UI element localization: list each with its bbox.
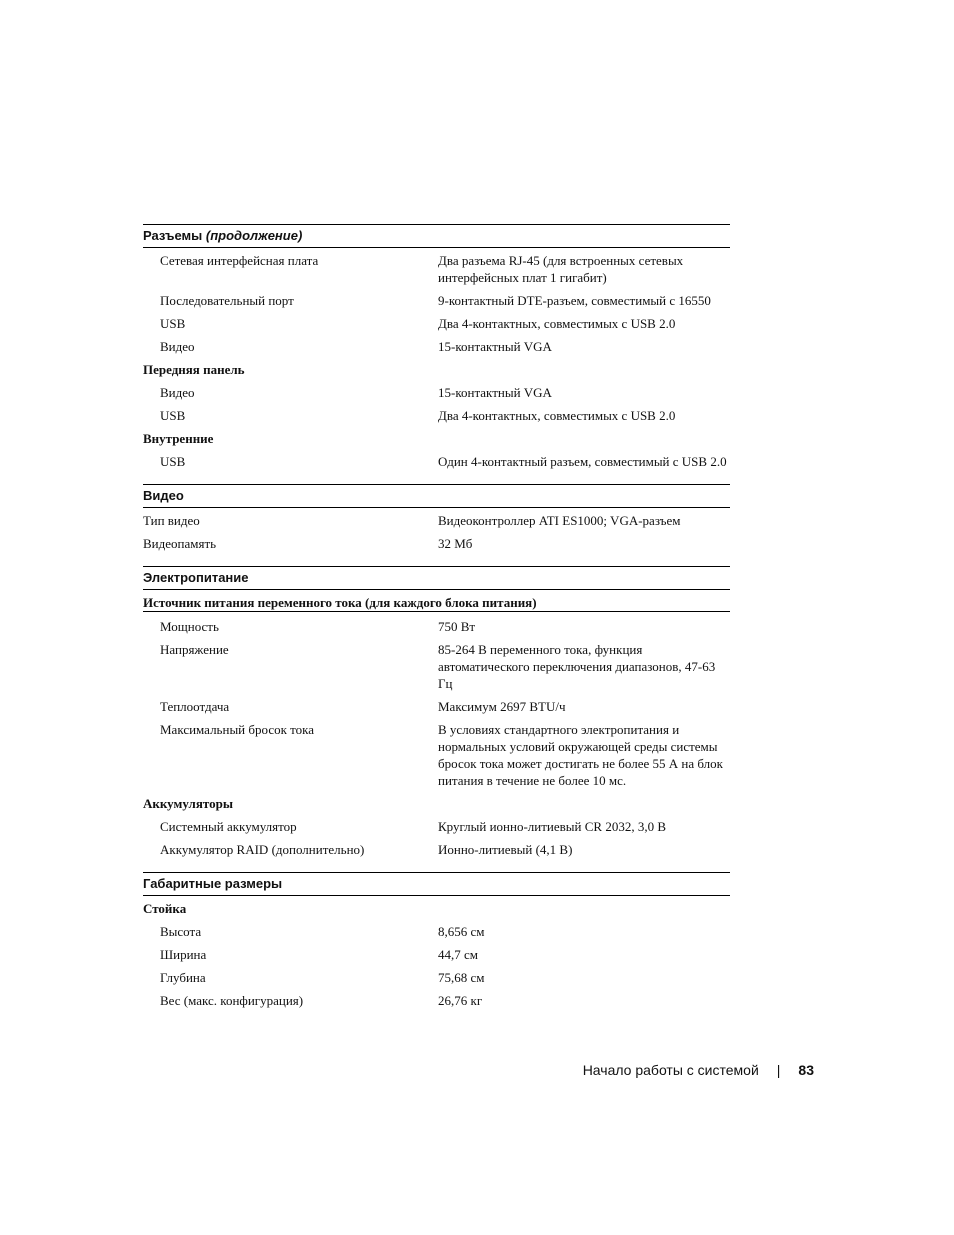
spec-value: Видеоконтроллер ATI ES1000; VGA-разъем: [438, 513, 681, 528]
section-header-dimensions: Габаритные размеры: [143, 872, 730, 896]
spec-row: [143, 252, 730, 286]
page-number: 83: [798, 1062, 814, 1078]
spec-value: Два 4-контактных, совместимых с USB 2.0: [438, 316, 676, 331]
spec-row: [143, 384, 730, 401]
spec-value: 32 Мб: [438, 536, 473, 551]
spec-label: USB: [160, 316, 186, 331]
spec-value: Два разъема RJ-45 (для встроенных сетевых интерфейсных плат 1 гигабит): [438, 253, 684, 285]
spec-row: [143, 818, 730, 835]
spec-value: Один 4-контактный разъем, совместимый с USB 2.0: [438, 454, 727, 469]
spec-label: Видео: [160, 385, 195, 400]
footer-separator: |: [776, 1062, 781, 1078]
subsection-batteries: Аккумуляторы: [143, 796, 233, 811]
spec-row: [143, 923, 730, 940]
spec-value: 750 Вт: [438, 619, 476, 634]
spec-label: Мощность: [160, 619, 219, 634]
section-header-power: Электропитание: [143, 566, 730, 590]
spec-value: В условиях стандартного электропитания и нормальных условий окружающей среды системы бросок тока может достигать не более 55 А на блок питания в течение не более 10 мс.: [438, 722, 723, 788]
spec-value: Максимум 2697 BTU/ч: [438, 699, 566, 714]
spec-row: [143, 535, 730, 552]
spec-row: [143, 292, 730, 309]
spec-row: [143, 698, 730, 715]
footer-chapter-title: Начало работы с системой: [582, 1062, 759, 1078]
spec-value: 26,76 кг: [438, 993, 483, 1008]
subsection-front-panel: Передняя панель: [143, 362, 245, 377]
spec-row: [143, 969, 730, 986]
spec-label: Теплоотдача: [160, 699, 230, 714]
section-header-connectors: [143, 224, 730, 248]
spec-label: Глубина: [160, 970, 206, 985]
spec-row: [143, 512, 730, 529]
spec-row: [143, 992, 730, 1009]
spec-row: [143, 453, 730, 470]
subsection-rack: Стойка: [143, 901, 187, 916]
section-title: Разъемы: [143, 228, 203, 243]
spec-label: Аккумулятор RAID (дополнительно): [160, 842, 365, 857]
spec-label: Видеопамять: [143, 536, 217, 551]
section-header-video: Видео: [143, 484, 730, 508]
spec-row: [143, 338, 730, 355]
spec-value: 75,68 см: [438, 970, 485, 985]
spec-value: Ионно-литиевый (4,1 В): [438, 842, 573, 857]
subsection-internal: Внутренние: [143, 431, 214, 446]
spec-value: 8,656 см: [438, 924, 485, 939]
spec-value: 15-контактный VGA: [438, 385, 552, 400]
spec-label: Последовательный порт: [160, 293, 294, 308]
spec-row: [143, 841, 730, 858]
spec-label: Напряжение: [160, 642, 229, 657]
spec-row: [143, 618, 730, 635]
spec-label: Высота: [160, 924, 202, 939]
spec-value: 44,7 см: [438, 947, 478, 962]
spec-label: USB: [160, 454, 186, 469]
spec-label: Вес (макс. конфигурация): [160, 993, 304, 1008]
spec-label: Ширина: [160, 947, 207, 962]
spec-label: USB: [160, 408, 186, 423]
section-title-note: (продолжение): [205, 228, 303, 243]
spec-value: Два 4-контактных, совместимых с USB 2.0: [438, 408, 676, 423]
spec-label: Видео: [160, 339, 195, 354]
spec-table: [143, 224, 730, 1009]
spec-label: Системный аккумулятор: [160, 819, 297, 834]
spec-label: Сетевая интерфейсная плата: [160, 253, 319, 268]
spec-row: [143, 641, 730, 692]
spec-label: Максимальный бросок тока: [160, 722, 315, 737]
spec-value: 9-контактный DTE-разъем, совместимый с 16550: [438, 293, 711, 308]
spec-row: [143, 721, 730, 789]
spec-label: Тип видео: [143, 513, 200, 528]
spec-row: [143, 407, 730, 424]
subsection-ac-power: Источник питания переменного тока (для каждого блока питания): [143, 594, 730, 612]
page-footer: [0, 1062, 814, 1078]
spec-value: Круглый ионно-литиевый CR 2032, 3,0 В: [438, 819, 666, 834]
spec-row: [143, 946, 730, 963]
spec-value: 15-контактный VGA: [438, 339, 552, 354]
spec-value: 85-264 В переменного тока, функция автоматического переключения диапазонов, 47-63 Гц: [438, 642, 716, 691]
spec-row: [143, 315, 730, 332]
